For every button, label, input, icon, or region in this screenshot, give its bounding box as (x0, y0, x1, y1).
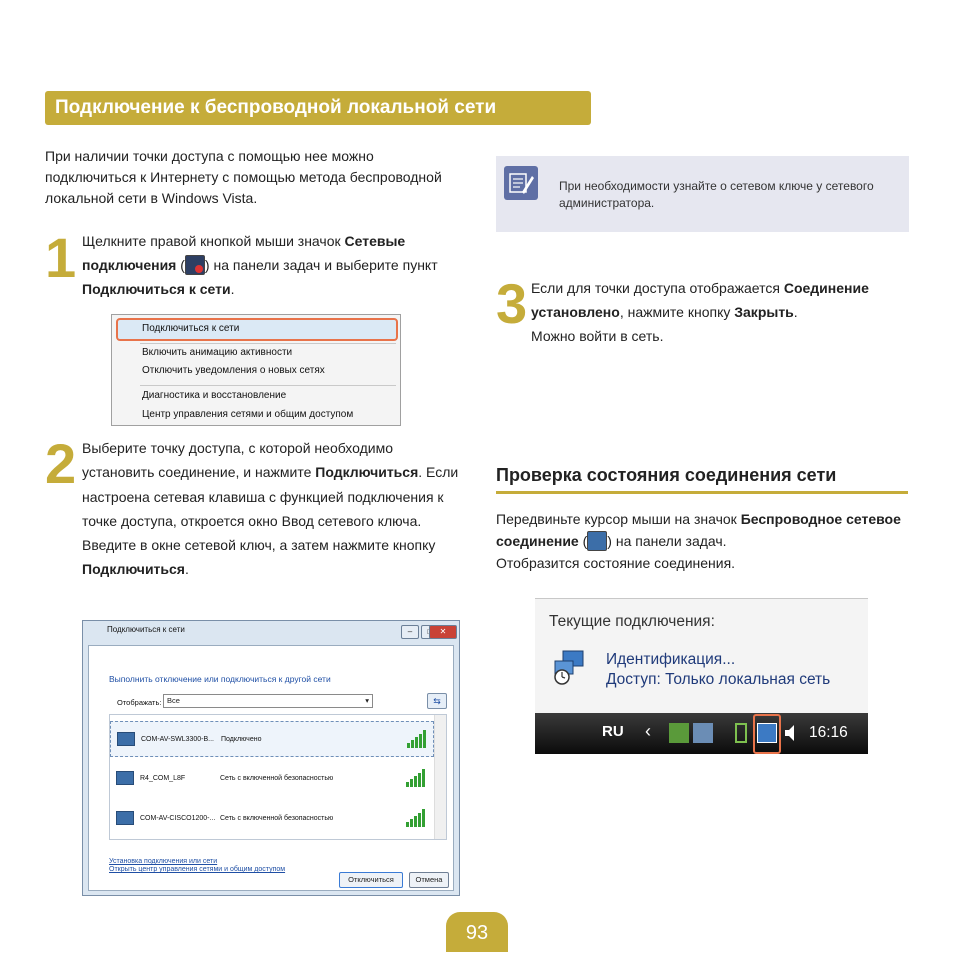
network-computers-icon (553, 649, 587, 685)
volume-icon[interactable] (785, 723, 795, 743)
check-text: Передвиньте курсор мыши на значок Беспроводное сетевое соединение ( ) на панели задач. Отобразится состояние соединения. (496, 511, 901, 571)
clock[interactable]: 16:16 (809, 724, 848, 741)
signal-icon (406, 769, 426, 787)
section-title: Подключение к беспроводной локальной сети (45, 91, 591, 125)
step-3-text: Если для точки доступа отображается Соединение установлено, нажмите кнопку Закрыть. Можно войти в сеть. (531, 280, 869, 344)
menu-item-diagnostics[interactable]: Диагностика и восстановление (142, 390, 287, 401)
network-connections-icon (185, 255, 205, 275)
dialog-heading: Выполнить отключение или подключиться к другой сети (109, 674, 331, 684)
disconnect-button[interactable]: Отключиться (339, 872, 403, 888)
network-center-link[interactable]: Открыть центр управления сетями и общим доступом (109, 866, 286, 873)
refresh-icon[interactable]: ⇆ (427, 693, 447, 709)
network-icon (117, 732, 135, 746)
menu-item-connect[interactable]: Подключиться к сети (142, 323, 240, 334)
identification-text: Идентификация... (606, 651, 736, 668)
check-title: Проверка состояния соединения сети (496, 462, 908, 494)
list-scrollbar[interactable] (434, 715, 446, 839)
cancel-button[interactable]: Отмена (409, 872, 449, 888)
wireless-connection-icon (587, 531, 607, 551)
connect-dialog (82, 620, 460, 896)
dialog-body (88, 645, 454, 891)
step-1-text: Щелкните правой кнопкой мыши значок Сетевые подключения ( ) на панели задач и выберите пункт Подключиться к сети. (82, 233, 438, 297)
note-text: При необходимости узнайте о сетевом ключе у сетевого администратора. (559, 179, 874, 210)
note-box (496, 156, 909, 232)
minimize-button[interactable]: – (401, 625, 419, 639)
network-icon-highlight (753, 714, 781, 754)
chevron-down-icon: ▾ (365, 696, 369, 705)
chevron-left-icon[interactable]: ‹ (645, 721, 651, 741)
dialog-title: Подключиться к сети (107, 625, 185, 634)
pencil-note-icon (504, 166, 538, 200)
page-number: 93 (446, 912, 508, 952)
step-2-text: Выберите точку доступа, с которой необходимо установить соединение, и нажмите Подключиться. Если настроена сетевая клавиша с функцией подключения к точке доступа, откроется окно Ввод сетевого ключа. Введите в окне сетевой ключ, а затем нажмите кнопку Подключиться. (82, 440, 459, 578)
show-select[interactable]: Все ▾ (163, 694, 373, 708)
network-row[interactable]: COM-AV-SWL3300-B... Подключено (110, 721, 434, 757)
step-3-number: 3 (496, 272, 528, 335)
network-icon (116, 771, 134, 785)
context-menu (111, 314, 401, 426)
close-button[interactable]: ✕ (429, 625, 457, 639)
signal-icon (406, 809, 426, 827)
tray-app-icon[interactable] (669, 723, 689, 743)
network-list (109, 714, 447, 840)
menu-item-notifications[interactable]: Отключить уведомления о новых сетях (142, 365, 325, 376)
language-indicator[interactable]: RU (602, 723, 624, 740)
battery-icon[interactable] (735, 723, 747, 743)
security-icon[interactable] (693, 723, 713, 743)
tray-popup (535, 598, 868, 753)
taskbar (535, 713, 868, 754)
signal-icon (407, 730, 427, 748)
step-1-number: 1 (45, 226, 77, 289)
step-2-number: 2 (45, 432, 77, 495)
network-row[interactable]: R4_COM_L8F Сеть с включенной безопасностью (110, 761, 434, 797)
show-label: Отображать: (117, 698, 162, 707)
intro-text: При наличии точки доступа с помощью нее можно подключиться к Интернету с помощью метода беспроводной локальной сети в Windows Vista. (45, 148, 442, 206)
menu-item-animation[interactable]: Включить анимацию активности (142, 347, 293, 358)
access-text: Доступ: Только локальная сеть (606, 671, 831, 688)
tray-header: Текущие подключения: (549, 613, 715, 630)
network-icon (116, 811, 134, 825)
menu-item-network-center[interactable]: Центр управления сетями и общим доступом (142, 409, 354, 420)
setup-connection-link[interactable]: Установка подключения или сети (109, 858, 218, 865)
network-row[interactable]: COM-AV-CISCO1200-... Сеть с включенной безопасностью (110, 801, 434, 837)
